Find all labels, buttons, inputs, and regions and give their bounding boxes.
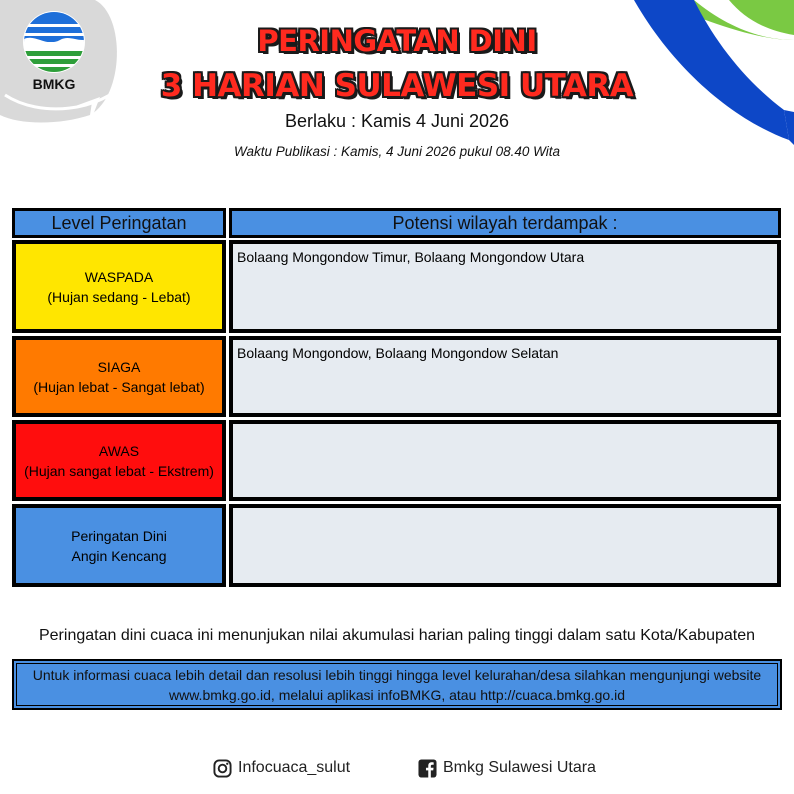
area-waspada: Bolaang Mongondow Timur, Bolaang Mongondow Utara [229,240,781,333]
level-desc: (Hujan sangat lebat - Ekstrem) [24,462,214,479]
accumulation-note: Peringatan dini cuaca ini menunjukan nilai akumulasi harian paling tinggi dalam satu Kota/Kabupaten [38,627,756,644]
level-angin-kencang [12,504,226,587]
level-desc: (Hujan sedang - Lebat) [47,288,191,305]
page-title-line-1: PERINGATAN DINI [257,24,537,58]
instagram-icon [213,759,232,778]
facebook-icon [418,759,437,778]
info-line-2: www.bmkg.go.id, melalui aplikasi infoBMKG, atau http://cuaca.bmkg.go.id [169,686,625,703]
publication-time: Waktu Publikasi : Kamis, 4 Juni 2026 pukul 08.40 Wita [233,144,561,159]
area-siaga: Bolaang Mongondow, Bolaang Mongondow Selatan [229,336,781,417]
area-angin-kencang [229,504,781,587]
logo-text: BMKG [32,76,76,92]
info-line-1: Untuk informasi cuaca lebih detail dan resolusi lebih tinggi hingga level kelurahan/desa silahkan mengunjungi website [32,666,762,683]
facebook-handle: Bmkg Sulawesi Utara [443,759,596,776]
level-name: SIAGA [97,358,141,375]
level-desc: Angin Kencang [71,547,167,564]
level-awas [12,420,226,501]
info-box [12,659,782,710]
level-name: AWAS [98,442,140,459]
header-area: Potensi wilayah terdampak : [229,208,781,238]
facebook-link[interactable] [418,757,596,779]
instagram-link[interactable] [213,757,350,779]
level-waspada [12,240,226,333]
level-name: Peringatan Dini [71,527,167,544]
valid-date: Berlaku : Kamis 4 Juni 2026 [284,111,510,131]
level-siaga [12,336,226,417]
header-level: Level Peringatan [12,208,226,238]
page-title-line-2: 3 HARIAN SULAWESI UTARA [160,68,634,104]
area-awas [229,420,781,501]
level-desc: (Hujan lebat - Sangat lebat) [33,378,205,395]
instagram-handle: Infocuaca_sulut [238,759,351,776]
level-name: WASPADA [84,268,154,285]
